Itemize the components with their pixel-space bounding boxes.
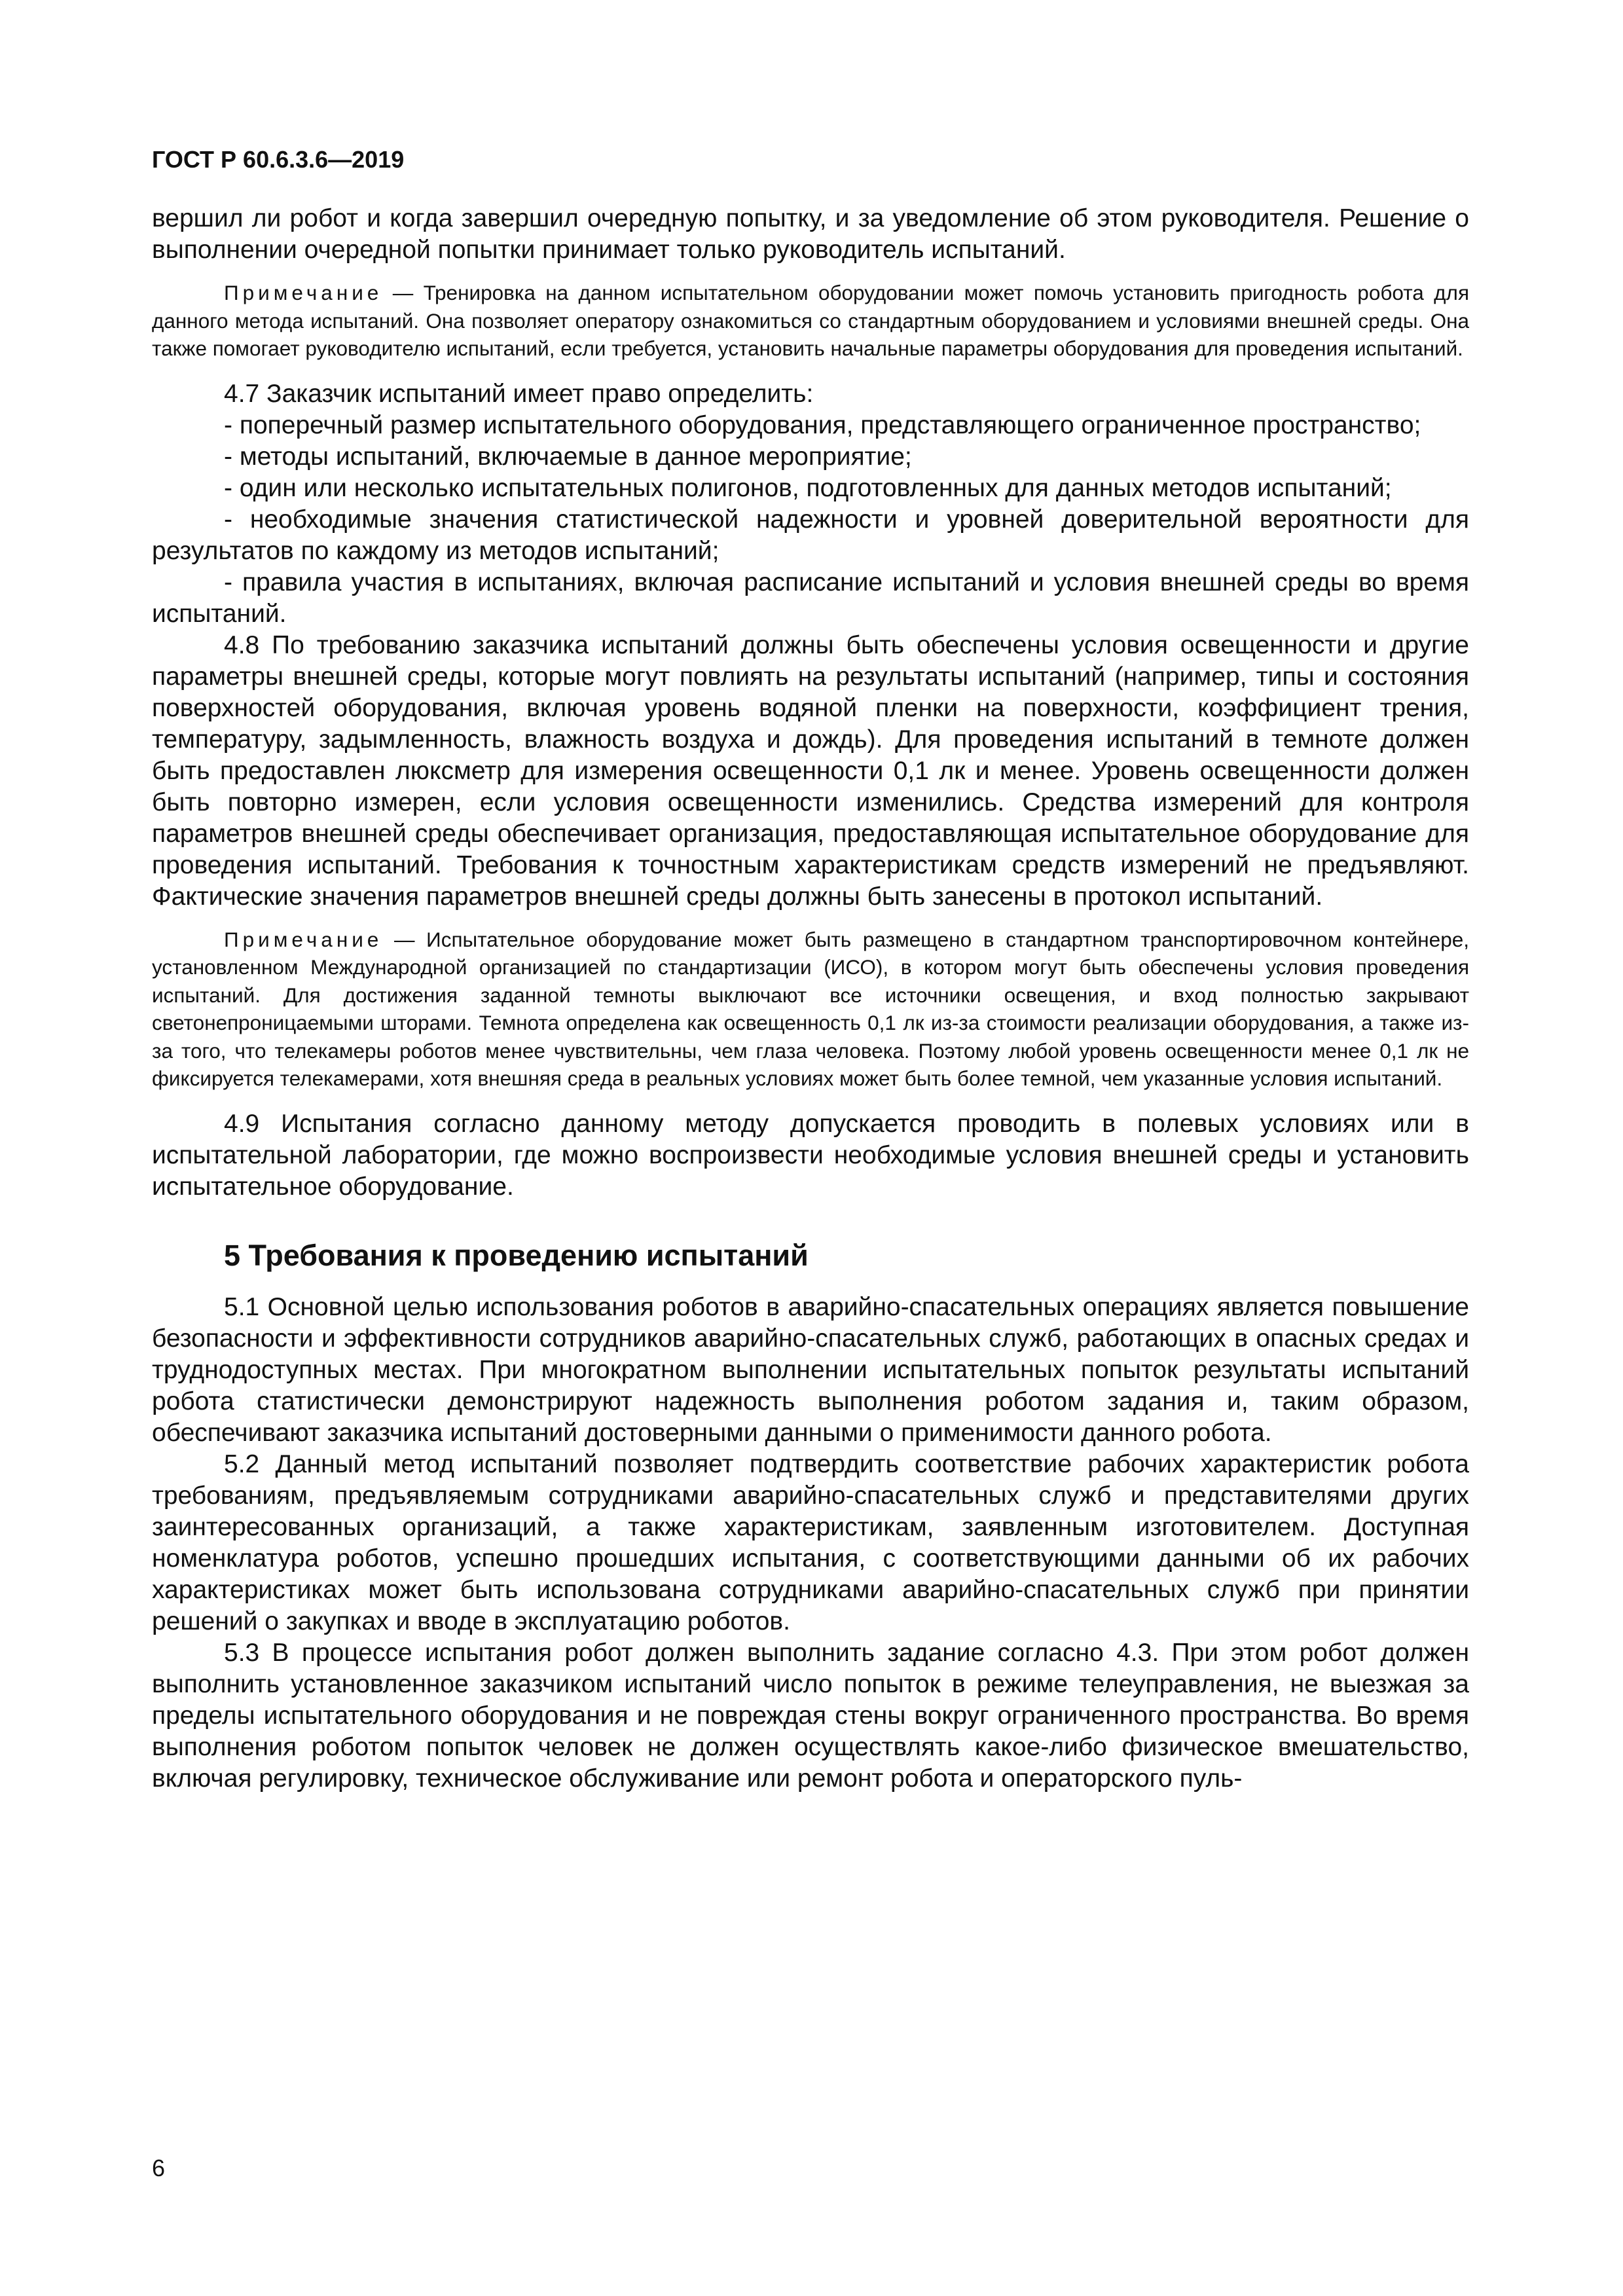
clause-4-7: 4.7 Заказчик испытаний имеет право определить: xyxy=(224,379,814,408)
list-item: - один или несколько испытательных полигонов, подготовленных для данных методов испытаний; xyxy=(224,473,1392,502)
section-5-title: 5 Требования к проведению испытаний xyxy=(224,1238,809,1272)
paragraph-continuation: вершил ли робот и когда завершил очередную попытку, и за уведомление об этом руководителя. Решение о выполнении очередной попытки принимает только руководитель испытаний. xyxy=(152,204,1469,264)
list-item: - методы испытаний, включаемые в данное мероприятие; xyxy=(224,442,912,471)
note-text: — Тренировка на данном испытательном оборудовании может помочь установить пригодность робота для данного метода испытаний. Она позволяет оператору ознакомиться со стандартным оборудованием и условиями внешней среды. Она также помогает руководителю испытаний, если требуется, установить начальные параметры оборудования для проведения испытаний. xyxy=(152,281,1469,360)
document-code-header: ГОСТ Р 60.6.3.6—2019 xyxy=(152,146,405,173)
note-text: — Испытательное оборудование может быть размещено в стандартном транспортировочном контейнере, установленном Международной организацией по стандартизации (ИСО), в котором могут быть обеспечены условия проведения испытаний. Для достижения заданной темноты выключают все источники освещения, и вход полностью закрывают светонепроницаемыми шторами. Темнота определена как освещенность 0,1 лк из-за стоимости реализации оборудования, а также из-за того, что телекамеры роботов менее чувствительны, чем глаза человека. Поэтому любой уровень освещенности менее 0,1 лк не фиксируется телекамерами, хотя внешняя среда в реальных условиях может быть более темной, чем указанные условия испытаний. xyxy=(152,927,1469,1090)
list-item: - необходимые значения статистической надежности и уровней доверительной вероятности для результатов по каждому из методов испытаний; xyxy=(152,505,1469,565)
note-label: Примечание xyxy=(224,281,383,304)
list-item: - правила участия в испытаниях, включая расписание испытаний и условия внешней среды во время испытаний. xyxy=(152,568,1469,628)
clause-4-8: 4.8 По требованию заказчика испытаний должны быть обеспечены условия освещенности и другие параметры внешней среды, которые могут повлиять на результаты испытаний (например, типы и состояния поверхностей оборудования, включая уровень водяной пленки на поверхности, коэффициент трения, температуру, задымленность, влажность воздуха и дождь). Для проведения испытаний в темноте должен быть предоставлен люксметр для измерения освещенности 0,1 лк и менее. Уровень освещенности должен быть повторно измерен, если условия освещенности изменились. Средства измерений для контроля параметров внешней среды обеспечивает организация, предоставляющая испытательное оборудование для проведения испытаний. Требования к точностным характеристикам средств измерений не предъявляют. Фактические значения параметров внешней среды должны быть занесены в протокол испытаний. xyxy=(152,630,1469,911)
document-page xyxy=(152,144,1469,1795)
note-training xyxy=(152,279,1469,363)
list-item: - поперечный размер испытательного оборудования, представляющего ограниченное пространство; xyxy=(224,410,1421,439)
clause-5-2: 5.2 Данный метод испытаний позволяет подтвердить соответствие рабочих характеристик робота требованиям, предъявляемым сотрудниками аварийно-спасательных служб и представителями других заинтересованных организаций, а также характеристикам, заявленным изготовителем. Доступная номенклатура роботов, успешно прошедших испытания, с соответствующими данными об их рабочих характеристиках может быть использована сотрудниками аварийно-спасательных служб при принятии решений о закупках и вводе в эксплуатацию роботов. xyxy=(152,1449,1469,1635)
clause-5-1: 5.1 Основной целью использования роботов в аварийно-спасательных операциях является повышение безопасности и эффективности сотрудников аварийно-спасательных служб, работающих в опасных средах и труднодоступных местах. При многократном выполнении испытательных попыток результаты испытаний робота статистически демонстрируют надежность выполнения роботом задания и, таким образом, обеспечивают заказчика испытаний достоверными данными о применимости данного робота. xyxy=(152,1292,1469,1447)
clause-4-9: 4.9 Испытания согласно данному методу допускается проводить в полевых условиях или в испытательной лаборатории, где можно воспроизвести необходимые условия внешней среды и установить испытательное оборудование. xyxy=(152,1109,1469,1201)
note-container xyxy=(152,926,1469,1093)
clause-5-3: 5.3 В процессе испытания робот должен выполнить задание согласно 4.3. При этом робот должен выполнить установленное заказчиком испытаний число попыток в режиме телеуправления, не выезжая за пределы испытательного оборудования и не повреждая стены вокруг ограниченного пространства. Во время выполнения роботом попыток человек не должен осуществлять какое-либо физическое вмешательство, включая регулировку, техническое обслуживание или ремонт робота и операторского пуль- xyxy=(152,1638,1469,1793)
note-label: Примечание xyxy=(224,927,383,951)
page-number: 6 xyxy=(152,2155,166,2181)
